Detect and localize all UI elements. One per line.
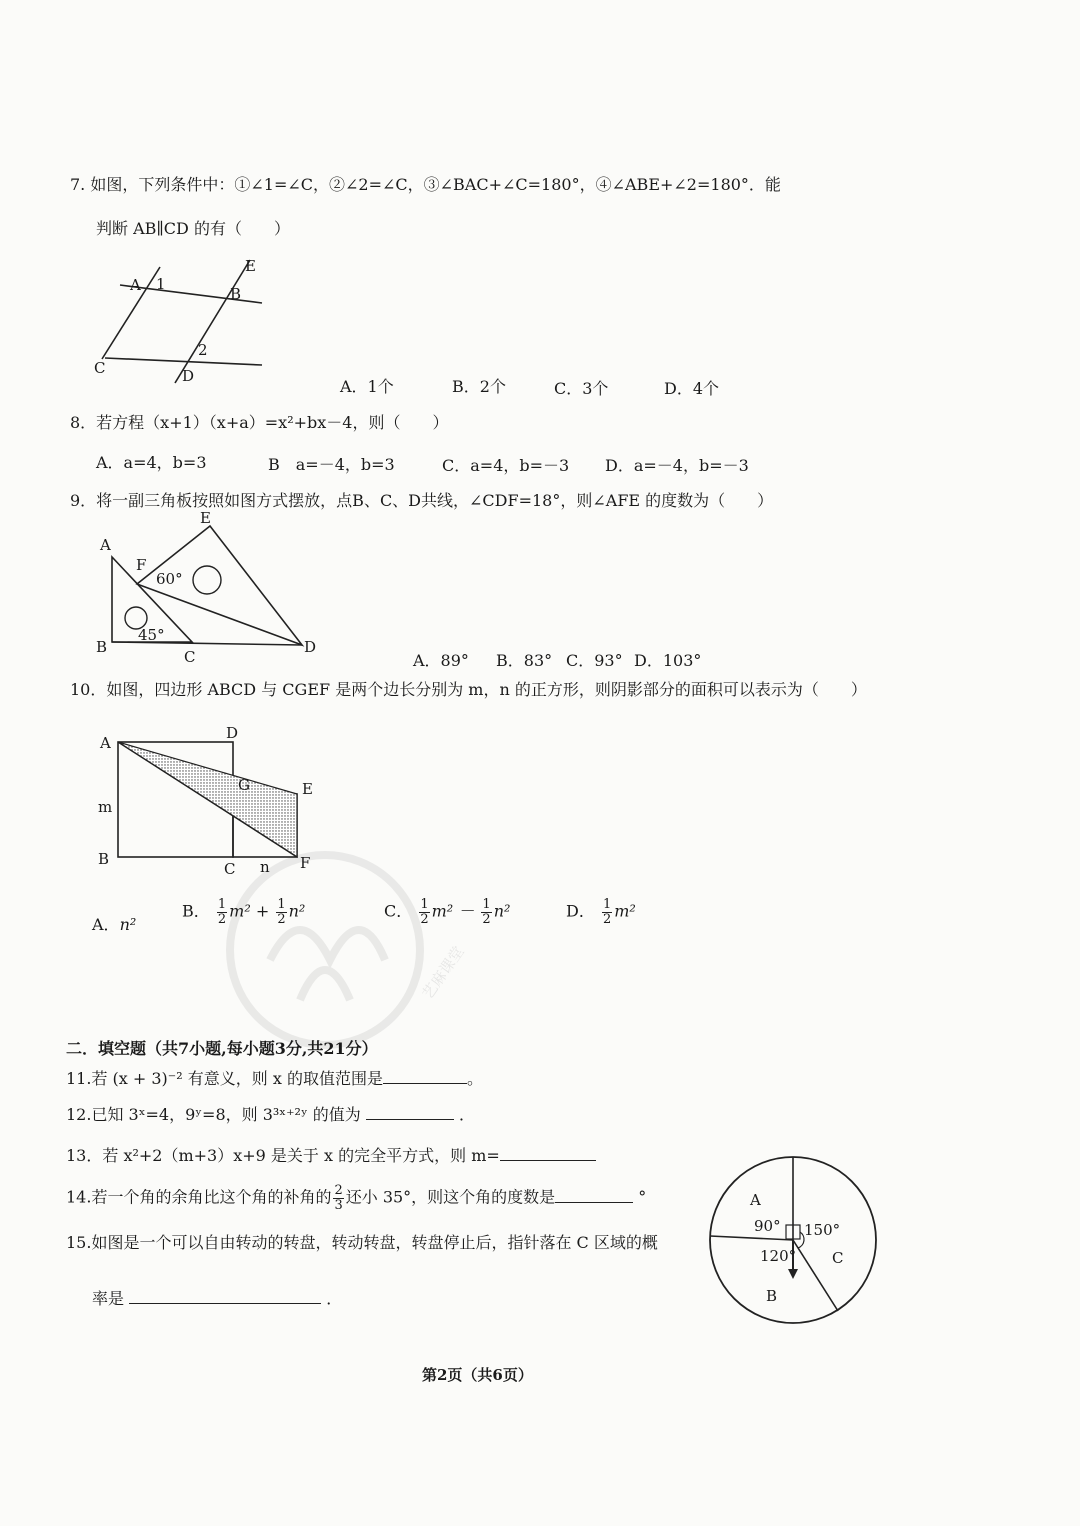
- q9-label-60: 60°: [156, 570, 183, 588]
- q7-option-d: D．4个: [664, 379, 720, 398]
- q10-stem: 10．如图，四边形 ABCD 与 CGEF 是两个边长分别为 m，n 的正方形，则阴影部分的面积可以表示为（ ）: [70, 680, 867, 699]
- q15-label-90: 90°: [754, 1217, 781, 1235]
- q7-stem-line1: 7. 如图，下列条件中：①∠1=∠C，②∠2=∠C，③∠BAC+∠C=180°，④∠ABE+∠2=180°．能: [70, 175, 781, 194]
- fraction: $\frac{1}{2}$: [217, 897, 227, 927]
- fraction: $\frac{1}{2}$: [482, 897, 491, 927]
- q14-answer-blank[interactable]: [555, 1186, 633, 1203]
- q9-option-a: A．89°: [413, 651, 469, 670]
- q8-stem: 8．若方程（x+1）（x+a）=x²+bx－4，则（ ）: [70, 413, 449, 432]
- q10-option-a: A．n²: [92, 915, 137, 934]
- q10-label-c: C: [224, 860, 236, 878]
- q9-option-b: B．83°: [496, 651, 553, 670]
- q15-spinner-figure: [708, 1155, 883, 1330]
- q15-label-a: A: [750, 1191, 761, 1209]
- fraction: $\frac{2}{3}$: [334, 1183, 343, 1213]
- q13: 13．若 x²+2（m+3）x+9 是关于 x 的完全平方式，则 m=: [66, 1143, 596, 1166]
- q11: 11.若 (x + 3)⁻² 有意义，则 x 的取值范围是 。: [66, 1069, 483, 1088]
- q8-option-c: C．a=4，b=－3: [442, 456, 570, 475]
- q15-label-120: 120°: [760, 1247, 797, 1265]
- q7-option-c: C．3个: [554, 379, 609, 398]
- watermark-logo-icon: [230, 855, 420, 1045]
- q10-label-a: A: [100, 734, 111, 752]
- q15-label-c: C: [832, 1249, 844, 1267]
- q10-label-n: n: [260, 858, 270, 876]
- q7-figure: [90, 255, 280, 385]
- q10-label-d: D: [226, 724, 239, 742]
- fraction: $\frac{1}{2}$: [277, 897, 286, 927]
- q7-label-e: E: [245, 257, 256, 275]
- q7-option-a: A．1个: [340, 377, 394, 396]
- q7-label-c: C: [94, 359, 106, 377]
- q9-label-e: E: [200, 509, 211, 527]
- q10-label-f: F: [300, 854, 311, 872]
- q8-option-b: B a=－4，b=3: [268, 455, 395, 474]
- q8-option-d: D．a=－4，b=－3: [605, 456, 749, 475]
- q15-label-150: 150°: [804, 1221, 841, 1239]
- q9-label-a: A: [100, 536, 111, 554]
- q7-option-b: B．2个: [452, 377, 506, 396]
- q15-line2: 率是 ．: [92, 1289, 343, 1308]
- q9-option-d: D．103°: [634, 651, 702, 670]
- q15-label-b: B: [766, 1287, 778, 1305]
- watermark-text: 艺麻课堂: [418, 942, 468, 1003]
- q12-answer-blank[interactable]: [366, 1103, 454, 1120]
- q12: 12.已知 3ˣ=4，9ʸ=8，则 3³ˣ⁺²ʸ 的值为 ．: [66, 1105, 476, 1124]
- q10-label-b: B: [98, 850, 110, 868]
- page-footer: 第2页（共6页）: [422, 1366, 533, 1384]
- q10-option-c: C． $\frac{1}{2}$ m² － $\frac{1}{2}$ n²: [384, 897, 511, 927]
- q15-answer-blank[interactable]: [129, 1287, 321, 1304]
- q8-option-a: A．a=4，b=3: [96, 453, 207, 472]
- q7-label-b: B: [230, 285, 242, 303]
- fraction: $\frac{1}{2}$: [420, 897, 429, 927]
- q10-label-m: m: [98, 798, 113, 816]
- q9-stem: 9．将一副三角板按照如图方式摆放，点B、C、D共线，∠CDF=18°，则∠AFE 的度数为（ ）: [70, 491, 774, 510]
- q9-label-c: C: [184, 648, 196, 666]
- q10-label-e: E: [302, 780, 313, 798]
- q9-label-f: F: [136, 556, 147, 574]
- q9-label-45: 45°: [138, 626, 165, 644]
- q11-answer-blank[interactable]: [383, 1067, 467, 1084]
- q10-option-d: D． $\frac{1}{2}$ m²: [566, 897, 636, 927]
- q7-label-d: D: [182, 367, 195, 385]
- fraction: $\frac{1}{2}$: [602, 897, 612, 927]
- q14: 14.若一个角的余角比这个角的补角的 $\frac{2}{3}$ 还小 35°，则这个角的度数是 °: [66, 1183, 647, 1213]
- q9-option-c: C．93°: [566, 651, 623, 670]
- section-title: 二．填空题（共7小题,每小题3分,共21分）: [66, 1039, 378, 1058]
- q7-label-2: 2: [198, 341, 208, 359]
- q9-label-d: D: [304, 638, 317, 656]
- q13-answer-blank[interactable]: [500, 1144, 596, 1161]
- q7-label-1: 1: [156, 275, 166, 293]
- q9-figure: [92, 509, 332, 666]
- q10-figure: [92, 722, 332, 882]
- q9-label-b: B: [96, 638, 108, 656]
- q7-label-a: A: [130, 276, 141, 294]
- q7-stem-line2: 判断 AB∥CD 的有（ ）: [96, 219, 290, 238]
- q15-line1: 15.如图是一个可以自由转动的转盘，转动转盘，转盘停止后，指针落在 C 区域的概: [66, 1233, 658, 1252]
- q10-option-b: B． $\frac{1}{2}$ m² + $\frac{1}{2}$ n²: [182, 897, 306, 927]
- q10-label-g: G: [238, 776, 250, 794]
